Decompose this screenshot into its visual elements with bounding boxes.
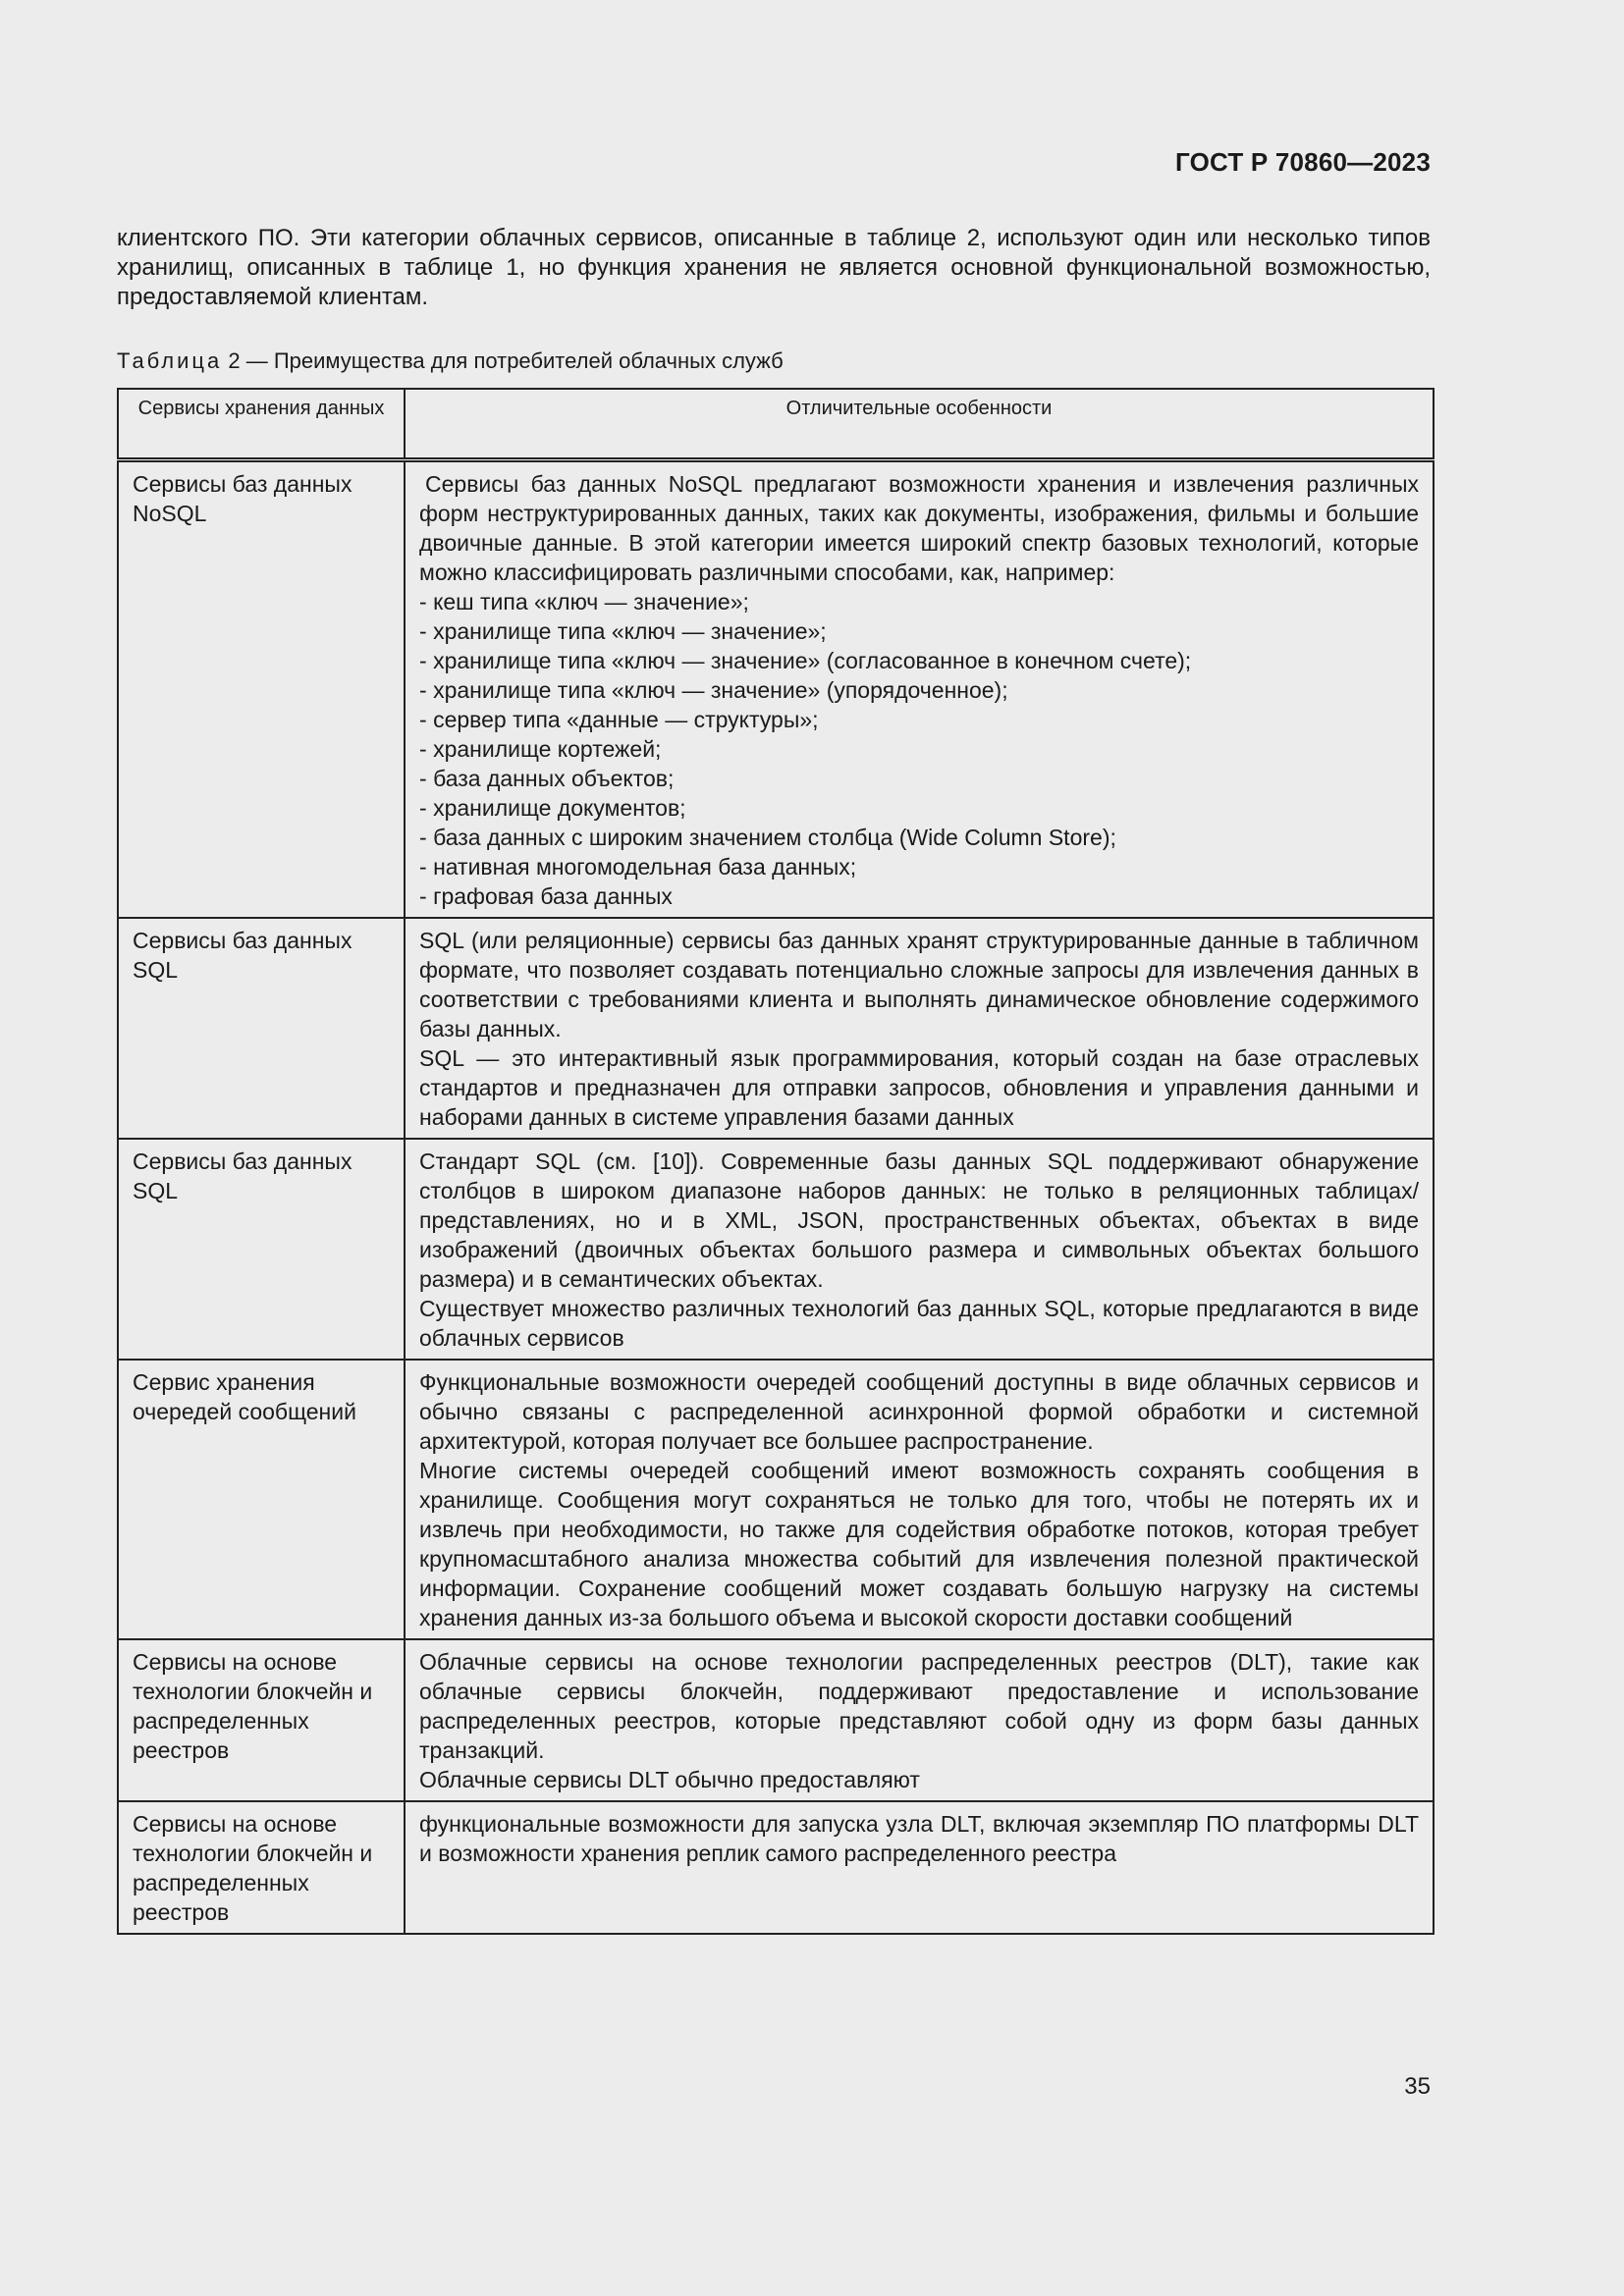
- service-cell: Сервисы на основе технологии блокчейн и распределенных реестров: [118, 1801, 405, 1934]
- table-row: [118, 1139, 1434, 1360]
- feature-paragraph: Функциональные возможности очередей сообщений доступны в виде облачных сервисов и обычно связаны с распределенной асинхронной формой обработки и системной архитектурой, которая получает все большее распространение.: [419, 1369, 1419, 1454]
- list-item: - хранилище типа «ключ — значение»;: [419, 616, 1419, 646]
- list-item: - графовая база данных: [419, 881, 1419, 911]
- service-cell: Сервисы баз данных NoSQL: [118, 460, 405, 919]
- list-item: - хранилище типа «ключ — значение» (упорядоченное);: [419, 675, 1419, 705]
- list-item: - хранилище кортежей;: [419, 734, 1419, 764]
- intro-paragraph: клиентского ПО. Эти категории облачных сервисов, описанные в таблице 2, используют один или несколько типов хранилищ, описанных в таблице 1, но функция хранения не является основной функциональной возможностью, предоставляемой клиентам.: [117, 225, 1431, 310]
- table-row: [118, 1639, 1434, 1801]
- document-header-standard: ГОСТ Р 70860—2023: [1175, 147, 1431, 177]
- service-cell: Сервисы баз данных SQL: [118, 1139, 405, 1360]
- feature-paragraph: Существует множество различных технологий баз данных SQL, которые предлагаются в виде облачных сервисов: [419, 1296, 1419, 1351]
- column-header-services: Сервисы хранения данных: [118, 389, 405, 460]
- column-header-features: Отличительные особенности: [405, 389, 1434, 460]
- service-cell: Сервис хранения очередей сообщений: [118, 1360, 405, 1639]
- features-cell: [405, 918, 1434, 1139]
- features-cell: [405, 460, 1434, 919]
- table-caption-text: 2 — Преимущества для потребителей облачных служб: [228, 348, 784, 373]
- service-cell: Сервисы баз данных SQL: [118, 918, 405, 1139]
- table-row: [118, 1801, 1434, 1934]
- feature-paragraph: Многие системы очередей сообщений имеют возможность сохранять сообщения в хранилище. Сообщения могут сохраняться не только для того, чтобы не потерять их и извлечь при необходимости, но также для содействия обработке потоков, которая требует крупномасштабного анализа множества событий для извлечения полезной практической информации. Сохранение сообщений может создавать большую нагрузку на системы хранения данных из-за большого объема и высокой скорости доставки сообщений: [419, 1458, 1419, 1630]
- feature-paragraph: Сервисы баз данных NoSQL предлагают возможности хранения и извлечения различных форм неструктурированных данных, таких как документы, изображения, фильмы и большие двоичные данные. В этой категории имеется широкий спектр базовых технологий, которые можно классифицировать различными способами, как, например:: [419, 471, 1419, 585]
- table-row: [118, 460, 1434, 919]
- benefits-table: [117, 388, 1435, 1935]
- list-item: - база данных объектов;: [419, 764, 1419, 793]
- features-cell: [405, 1360, 1434, 1639]
- feature-paragraph: Облачные сервисы DLT обычно предоставляют: [419, 1767, 920, 1792]
- list-item: - хранилище типа «ключ — значение» (согласованное в конечном счете);: [419, 646, 1419, 675]
- feature-paragraph: SQL — это интерактивный язык программирования, который создан на базе отраслевых стандартов и предназначен для отправки запросов, обновления и управления данными и наборами данных в системе управления базами данных: [419, 1045, 1419, 1130]
- list-item: - хранилище документов;: [419, 793, 1419, 823]
- table-header-row: [118, 389, 1434, 460]
- features-cell: [405, 1801, 1434, 1934]
- features-cell: [405, 1139, 1434, 1360]
- table-row: [118, 918, 1434, 1139]
- list-item: - сервер типа «данные — структуры»;: [419, 705, 1419, 734]
- list-item: - кеш типа «ключ — значение»;: [419, 587, 1419, 616]
- feature-list: [419, 587, 1419, 911]
- feature-paragraph: SQL (или реляционные) сервисы баз данных хранят структурированные данные в табличном формате, что позволяет создавать потенциально сложные запросы для извлечения данных в соответствии с требованиями клиента и выполнять динамическое обновление содержимого базы данных.: [419, 928, 1419, 1041]
- list-item: - база данных с широким значением столбца (Wide Column Store);: [419, 823, 1419, 852]
- page-number: 35: [1404, 2073, 1431, 2100]
- feature-paragraph: Стандарт SQL (см. [10]). Современные базы данных SQL поддерживают обнаружение столбцов в широком диапазоне наборов данных: не только в реляционных таблицах/представлениях, но и в XML, JSON, пространственных объектах, объектах в виде изображений (двоичных объектах большого размера и символьных объектах большого размера) и в семантических объектах.: [419, 1148, 1419, 1292]
- service-cell: Сервисы на основе технологии блокчейн и распределенных реестров: [118, 1639, 405, 1801]
- feature-paragraph: Облачные сервисы на основе технологии распределенных реестров (DLT), такие как облачные сервисы блокчейн, поддерживают предоставление и использование распределенных реестров, которые представляют собой одну из форм базы данных транзакций.: [419, 1649, 1419, 1763]
- table-row: [118, 1360, 1434, 1639]
- table-caption-label: Таблица: [117, 348, 223, 373]
- feature-paragraph: функциональные возможности для запуска узла DLT, включая экземпляр ПО платформы DLT и возможности хранения реплик самого распределенного реестра: [419, 1811, 1419, 1866]
- table-caption: [117, 347, 784, 375]
- list-item: - нативная многомодельная база данных;: [419, 852, 1419, 881]
- features-cell: [405, 1639, 1434, 1801]
